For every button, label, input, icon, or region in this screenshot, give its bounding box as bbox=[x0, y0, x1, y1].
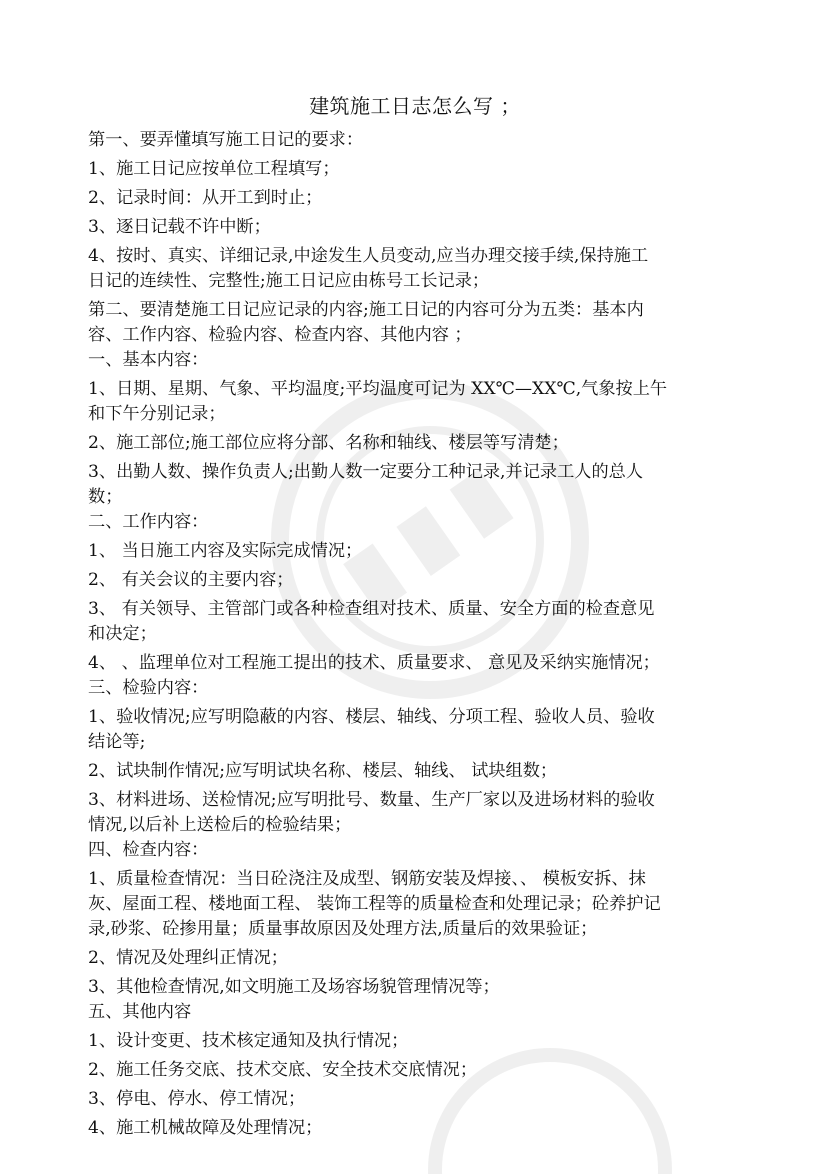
text-line: 结论等; bbox=[88, 732, 146, 752]
paragraph bbox=[88, 460, 738, 535]
text-line: 3、出勤人数、操作负责人;出勤人数一定要分工种记录,并记录工人的总人 bbox=[88, 462, 644, 482]
text-line: 和下午分别记录； bbox=[88, 404, 226, 424]
text-line: 3、材料进场、送检情况;应写明批号、数量、生产厂家以及进场材料的验收 bbox=[88, 790, 655, 810]
paragraph bbox=[88, 705, 738, 755]
text-line: 1、 当日施工内容及实际完成情况； bbox=[88, 541, 363, 561]
text-line: 4、按时、真实、详细记录,中途发生人员变动,应当办理交接手续,保持施工 bbox=[88, 246, 649, 266]
paragraph bbox=[88, 867, 738, 942]
text-line: 2、情况及处理纠正情况； bbox=[88, 948, 288, 968]
text-line: 2、记录时间：从开工到时止； bbox=[88, 188, 323, 208]
paragraph bbox=[88, 377, 738, 427]
text-line: 一、基本内容： bbox=[88, 350, 209, 370]
text-line: 2、试块制作情况;应写明试块名称、楼层、轴线、 试块组数； bbox=[88, 761, 558, 781]
paragraph bbox=[88, 975, 738, 1025]
text-line: 灰、屋面工程、楼地面工程、 装饰工程等的质量检查和处理记录；砼养护记 bbox=[88, 894, 661, 914]
paragraph bbox=[88, 759, 738, 784]
paragraph bbox=[88, 597, 738, 647]
paragraph bbox=[88, 788, 738, 863]
text-line: 3、 有关领导、主管部门或各种检查组对技术、质量、安全方面的检查意见 bbox=[88, 599, 655, 619]
text-line: 3、逐日记载不许中断； bbox=[88, 217, 271, 237]
paragraph bbox=[88, 128, 738, 153]
paragraph bbox=[88, 1058, 738, 1083]
paragraph bbox=[88, 298, 738, 373]
text-line: 3、其他检查情况,如文明施工及场容场貌管理情况等； bbox=[88, 977, 500, 997]
text-line: 和决定； bbox=[88, 624, 157, 644]
text-line: 2、施工部位;施工部位应将分部、名称和轴线、楼层等写清楚； bbox=[88, 433, 569, 453]
text-line: 4、施工机械故障及处理情况； bbox=[88, 1118, 323, 1138]
text-line: 日记的连续性、完整性;施工日记应由栋号工长记录； bbox=[88, 271, 490, 291]
text-line: 容、工作内容、检验内容、检查内容、其他内容 ； bbox=[88, 325, 472, 345]
paragraph bbox=[88, 539, 738, 564]
text-line: 1、验收情况;应写明隐蔽的内容、楼层、轴线、分项工程、验收人员、验收 bbox=[88, 707, 655, 727]
paragraph bbox=[88, 568, 738, 593]
text-line: 4、 、监理单位对工程施工提出的技术、质量要求、 意见及采纳实施情况； bbox=[88, 653, 660, 673]
paragraph bbox=[88, 186, 738, 211]
text-line: 1、质量检查情况：当日砼浇注及成型、钢筋安装及焊接、、 模板安拆、抹 bbox=[88, 869, 646, 889]
text-line: 五、其他内容 bbox=[88, 1002, 192, 1022]
paragraph bbox=[88, 431, 738, 456]
paragraph bbox=[88, 157, 738, 182]
text-line: 录,砂浆、砼掺用量；质量事故原因及处理方法,质量后的效果验证； bbox=[88, 919, 598, 939]
text-line: 3、停电、停水、停工情况； bbox=[88, 1089, 306, 1109]
text-line: 数； bbox=[88, 487, 123, 507]
paragraph bbox=[88, 1029, 738, 1054]
paragraph bbox=[88, 244, 738, 294]
text-line: 2、 有关会议的主要内容； bbox=[88, 570, 294, 590]
text-line: 2、施工任务交底、技术交底、安全技术交底情况； bbox=[88, 1060, 478, 1080]
text-line: 第二、要清楚施工日记应记录的内容;施工日记的内容可分为五类：基本内 bbox=[88, 300, 644, 320]
document-body bbox=[88, 128, 738, 1145]
paragraph bbox=[88, 215, 738, 240]
paragraph bbox=[88, 1087, 738, 1112]
text-line: 第一、要弄懂填写施工日记的要求： bbox=[88, 130, 364, 150]
text-line: 1、施工日记应按单位工程填写； bbox=[88, 159, 340, 179]
paragraph bbox=[88, 651, 738, 701]
text-line: 情况,以后补上送检后的检验结果； bbox=[88, 815, 352, 835]
paragraph bbox=[88, 946, 738, 971]
text-line: 四、检查内容： bbox=[88, 840, 209, 860]
paragraph bbox=[88, 1116, 738, 1141]
text-line: 二、工作内容： bbox=[88, 512, 209, 532]
text-line: 1、日期、星期、气象、平均温度;平均温度可记为 XX℃—XX℃,气象按上午 bbox=[88, 379, 668, 399]
page-title: 建筑施工日志怎么写 ； bbox=[309, 94, 521, 118]
text-line: 三、检验内容： bbox=[88, 678, 209, 698]
text-line: 1、设计变更、技术核定通知及执行情况； bbox=[88, 1031, 409, 1051]
